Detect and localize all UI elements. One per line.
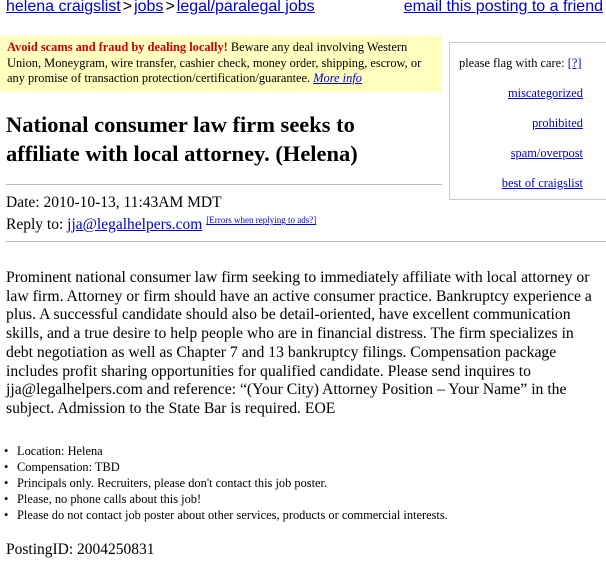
breadcrumb-jobs-link[interactable]: jobs bbox=[134, 0, 164, 15]
breadcrumb-separator: > bbox=[122, 0, 133, 15]
detail-location: • Location: Helena bbox=[4, 443, 448, 459]
flag-miscategorized-link[interactable]: miscategorized bbox=[508, 86, 583, 100]
breadcrumb bbox=[6, 0, 315, 16]
detail-principals-only: • Principals only. Recruiters, please don't contact this job poster. bbox=[4, 475, 448, 491]
email-to-friend-link[interactable]: email this posting to a friend bbox=[403, 0, 603, 15]
posting-title: National consumer law firm seeks to affiliate with local attorney. (Helena) bbox=[6, 112, 358, 166]
posting-id: PostingID: 2004250831 bbox=[6, 541, 155, 558]
detail-no-phone-calls: • Please, no phone calls about this job! bbox=[4, 491, 448, 507]
reply-to-label: Reply to: bbox=[6, 216, 64, 234]
scam-warning-heading: Avoid scams and fraud by dealing locally! bbox=[7, 40, 228, 54]
flag-spam-link[interactable]: spam/overpost bbox=[510, 146, 583, 160]
divider bbox=[6, 184, 442, 185]
flag-panel-header bbox=[459, 56, 582, 71]
breadcrumb-category-link[interactable]: legal/paralegal jobs bbox=[176, 0, 315, 15]
scam-warning-banner bbox=[0, 36, 442, 92]
posting-body: Prominent national consumer law firm seeking to immediately affiliate with local attorney or law firm. Attorney or firm should have an active consumer practice. Bankruptcy experience a plus. A successful candidate should also be detail-oriented, have excellent communication skills, and a true desire to help people who are in financial distress. The firm specializes in debt negotiation as well as Chapter 7 and 13 bankruptcy filings. Compensation package includes profit sharing opportunities for qualified candidate. Please send inquires to jja@legalhelpers.com and reference: “(Your City) Attorney Position – Your Name” in the subject. Admission to the State Bar is required. EOE bbox=[6, 269, 592, 417]
detail-no-solicitation: • Please do not contact job poster about other services, products or commercial interests. bbox=[4, 507, 448, 523]
detail-compensation: • Compensation: TBD bbox=[4, 459, 448, 475]
reply-to-line bbox=[6, 215, 316, 234]
flag-prohibited-link[interactable]: prohibited bbox=[532, 116, 583, 130]
flag-help-link[interactable]: [?] bbox=[567, 56, 582, 70]
scam-warning-text: Beware any deal involving Western Union, Moneygram, wire transfer, cashier check, money order, shipping, escrow, or any promise of transaction protection/certification/guarantee. bbox=[7, 40, 422, 85]
reply-email-link[interactable]: jja@legalhelpers.com bbox=[67, 216, 203, 234]
breadcrumb-separator: > bbox=[165, 0, 175, 15]
flag-best-of-link[interactable]: best of craigslist bbox=[501, 176, 583, 190]
reply-errors-link[interactable]: [Errors when replying to ads?] bbox=[206, 215, 317, 225]
more-info-link[interactable]: More info bbox=[313, 71, 362, 85]
breadcrumb-site-link[interactable]: helena craigslist bbox=[6, 0, 121, 15]
divider bbox=[6, 241, 606, 242]
flag-header-text: please flag with care: bbox=[459, 56, 565, 70]
posting-date: Date: 2010-10-13, 11:43AM MDT bbox=[6, 194, 222, 211]
posting-details-list bbox=[4, 443, 448, 523]
flag-panel bbox=[449, 42, 606, 200]
